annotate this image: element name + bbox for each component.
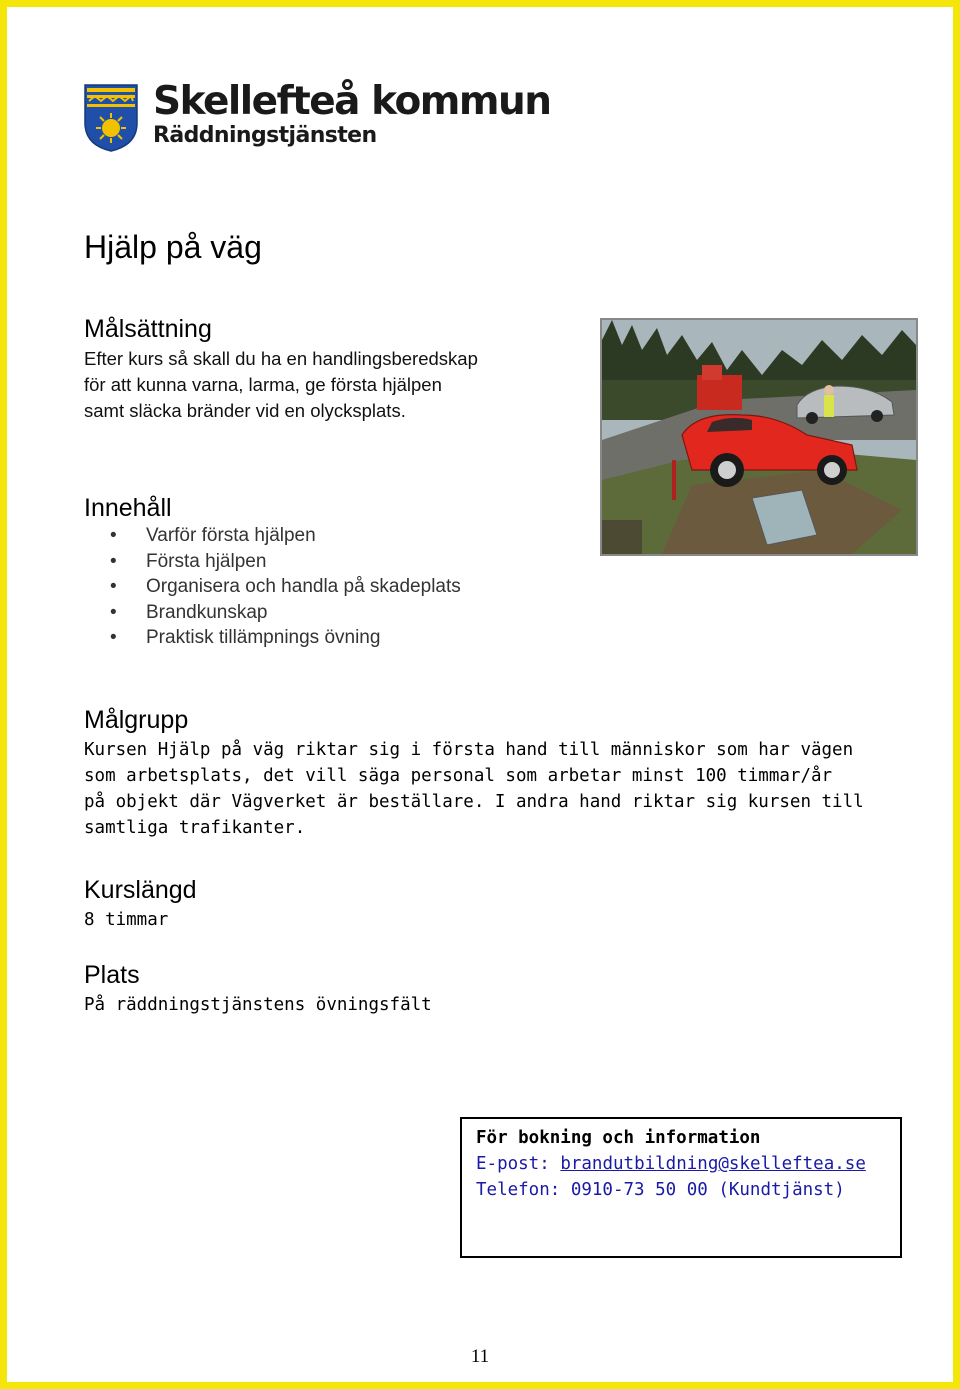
brand-name: Skellefteå kommun bbox=[153, 79, 551, 124]
bullet-icon: • bbox=[110, 525, 117, 546]
contact-heading: För bokning och information bbox=[476, 1128, 761, 1148]
malgrupp-line: samtliga trafikanter. bbox=[84, 818, 306, 838]
coat-of-arms-icon bbox=[83, 83, 139, 153]
bullet-icon: • bbox=[110, 601, 117, 623]
contact-phone: Telefon: 0910-73 50 00 (Kundtjänst) bbox=[476, 1180, 845, 1200]
page-title: Hjälp på väg bbox=[84, 229, 262, 265]
email-label: E-post: bbox=[476, 1154, 550, 1174]
bullet-icon: • bbox=[110, 550, 117, 572]
malgrupp-line: på objekt där Vägverket är beställare. I andra hand riktar sig kursen till bbox=[84, 792, 864, 812]
innehall-list bbox=[100, 523, 461, 651]
department-name: Räddningstjänsten bbox=[153, 123, 377, 148]
malgrupp-heading: Målgrupp bbox=[84, 706, 189, 734]
malsattning-heading: Målsättning bbox=[84, 315, 212, 343]
malgrupp-line: Kursen Hjälp på väg riktar sig i första hand till människor som har vägen bbox=[84, 740, 854, 760]
email-link[interactable]: brandutbildning@skelleftea.se bbox=[560, 1154, 866, 1174]
plats-heading: Plats bbox=[84, 961, 140, 989]
list-item-label: Praktisk tillämpnings övning bbox=[146, 627, 381, 648]
malsattning-line: för att kunna varna, larma, ge första hjälpen bbox=[84, 374, 442, 395]
list-item bbox=[100, 625, 461, 651]
list-item-label: Brandkunskap bbox=[146, 601, 268, 623]
list-item bbox=[100, 523, 461, 549]
kurslangd-heading: Kurslängd bbox=[84, 876, 197, 904]
malsattning-line: Efter kurs så skall du ha en handlingsberedskap bbox=[84, 348, 478, 369]
malsattning-text bbox=[84, 346, 478, 424]
innehall-heading: Innehåll bbox=[84, 494, 172, 522]
plats-value: På räddningstjänstens övningsfält bbox=[84, 995, 432, 1015]
header-logo bbox=[83, 79, 551, 158]
malsattning-line: samt släcka bränder vid en olycksplats. bbox=[84, 400, 406, 421]
list-item-label: Första hjälpen bbox=[146, 550, 267, 572]
list-item bbox=[100, 600, 461, 626]
malgrupp-text bbox=[84, 737, 864, 841]
contact-box bbox=[460, 1117, 902, 1258]
page-number: 11 bbox=[470, 1346, 490, 1367]
contact-email-row bbox=[476, 1154, 866, 1174]
list-item-label: Organisera och handla på skadeplats bbox=[146, 576, 461, 597]
list-item bbox=[100, 574, 461, 600]
list-item bbox=[100, 549, 461, 575]
bullet-icon: • bbox=[110, 576, 117, 597]
bullet-icon: • bbox=[110, 627, 117, 648]
accident-photo bbox=[600, 318, 918, 556]
kurslangd-value: 8 timmar bbox=[84, 910, 169, 930]
list-item-label: Varför första hjälpen bbox=[146, 525, 316, 546]
malgrupp-line: som arbetsplats, det vill säga personal som arbetar minst 100 timmar/år bbox=[84, 766, 833, 786]
